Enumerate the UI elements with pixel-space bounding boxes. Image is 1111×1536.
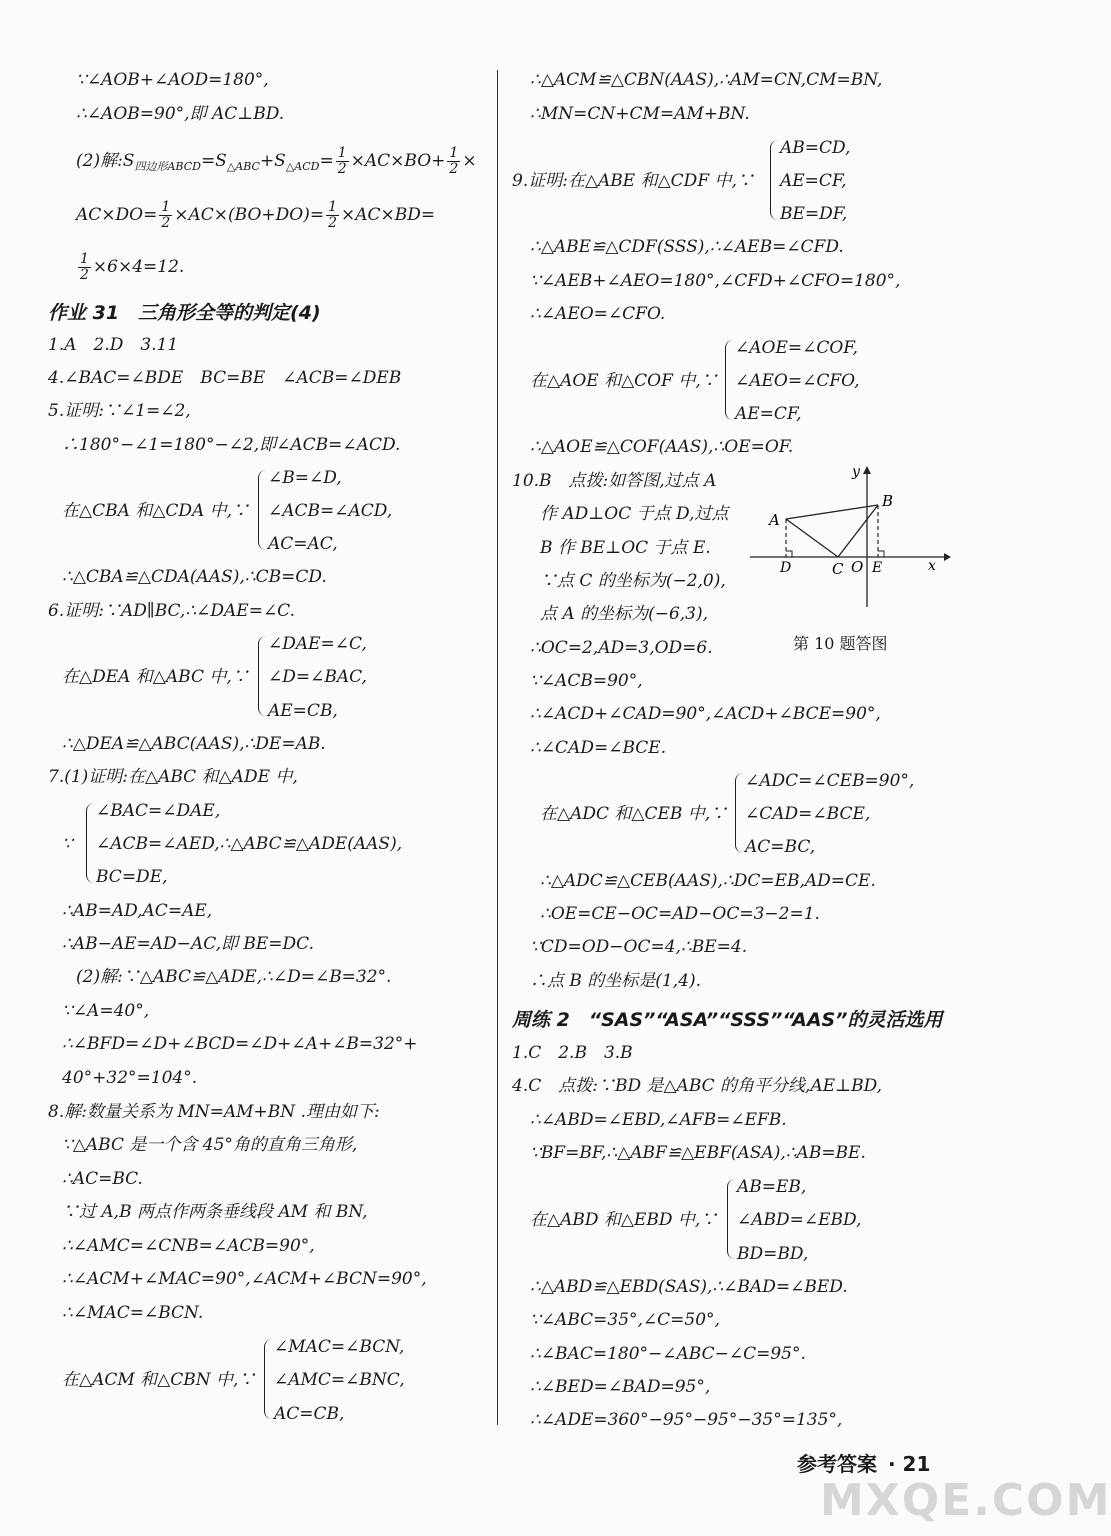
label-A: A [769,511,780,529]
fraction-half: $\frac{1}{2}$ [328,199,338,231]
answer-line: ∵过 A,B 两点作两条垂线段 AM 和 BN, [62,1202,368,1222]
answer-line: 在△DEA 和△ABC 中,∵ [62,667,249,687]
answer-line: 40°+32°=104°. [62,1068,198,1088]
answer-line: ∴AB−AE=AD−AC,即 BE=DC. [62,934,314,954]
footer-dot: · [887,1452,896,1476]
brace [86,803,95,883]
answer-line: ∴∠AMC=∠CNB=∠ACB=90°, [62,1236,315,1256]
answer-line: ∵ [62,834,73,854]
brace-condition: AE=CF, [780,171,847,191]
answer-line: 5.证明:∵∠1=∠2, [48,401,191,421]
area-formula-line: (2)解$:S_{四边形ABCD}=S_{\triangle ABC}+S_{\triangle ACD}=$ $\frac{1}{2}$ ×AC×BO+ $\frac{1}{2}$ × [76,145,477,177]
answer-line: ∴△ABD≌△EBD(SAS),∴∠BAD=∠BED. [530,1277,848,1297]
area-formula-line: $\frac{1}{2}$ ×6×4=12. [80,251,185,283]
section-heading: 作业 31 三角形全等的判定(4) [48,302,321,324]
segment-AC [786,519,838,557]
brace-condition: ∠CAD=∠BCE, [745,804,871,824]
answer-line: 7.(1)证明:在△ABC 和△ADE 中, [48,767,298,787]
answer-line: ∵BF=BF,∴△ABF≌△EBF(ASA),∴AB=BE. [530,1143,866,1163]
segment-AB [786,505,878,519]
brace-condition: AC=BC, [745,837,816,857]
answer-line: 在△ABD 和△EBD 中,∵ [530,1210,718,1230]
answer-line: 4.C 点拨:∵BD 是△ABC 的角平分线,AE⊥BD, [512,1076,883,1096]
brace-condition: ∠AMC=∠BNC, [274,1370,405,1390]
answer-line: ∴∠ADE=360°−95°−95°−35°=135°, [530,1410,843,1430]
brace [735,773,744,853]
segment-BC [838,505,878,557]
answer-line: 9.证明:在△ABE 和△CDF 中,∵ [512,171,754,191]
page-footer [797,1448,930,1477]
brace-condition: AC=AC, [268,534,338,554]
answer-line: ∴180°−∠1=180°−∠2,即∠ACB=∠ACD. [62,435,401,455]
fraction-half: $\frac{1}{2}$ [80,251,89,283]
answer-line: ∴△AOE≌△COF(AAS),∴OE=OF. [530,437,794,457]
y-axis-arrow [863,466,871,474]
label-B: B [882,492,894,510]
answer-line: ∴∠CAD=∠BCE. [530,738,667,758]
answer-line: ∵∠A=40°, [62,1001,150,1021]
brace-condition: ∠AEO=∠CFO, [735,371,860,391]
answer-line: 4.∠BAC=∠BDE BC=BE ∠ACB=∠DEB [48,368,402,388]
answer-line: ∴△CBA≌△CDA(AAS),∴CB=CD. [62,567,327,587]
coordinate-figure [748,462,948,622]
right-angle-mark-E [878,551,884,557]
fraction-half: $\frac{1}{2}$ [161,199,171,231]
answer-line: ∴AC=BC. [62,1169,143,1189]
section-heading: 周练 2 “SAS”“ASA”“SSS”“AAS”的灵活选用 [512,1009,943,1031]
brace [264,1339,273,1419]
brace-condition: BD=BD, [737,1244,809,1264]
brace-condition: BC=DE, [96,867,168,887]
answer-line: 8.解:数量关系为 MN=AM+BN .理由如下: [48,1102,380,1122]
answer-line: ∴△ABE≌△CDF(SSS),∴∠AEB=∠CFD. [530,237,844,257]
label-y: y [852,464,860,480]
answer-line: 在△AOE 和△COF 中,∵ [530,371,718,391]
answer-line: 在△ACM 和△CBN 中,∵ [62,1370,256,1390]
brace-condition: ∠ACB=∠ACD, [268,501,393,521]
answer-line: 点 A 的坐标为(−6,3), [540,604,709,624]
brace-condition: ∠D=∠BAC, [268,667,367,687]
answer-line: 在△CBA 和△CDA 中,∵ [62,501,250,521]
answer-line: ∴∠ACM+∠MAC=90°,∠ACM+∠BCN=90°, [62,1269,427,1289]
answer-line: ∴∠BED=∠BAD=95°, [530,1377,711,1397]
answer-line: 作 AD⊥OC 于点 D,过点 [540,504,729,524]
answer-line: ∴OE=CE−OC=AD−OC=3−2=1. [540,904,820,924]
answer-line: 10.B 点拨:如答图,过点 A [512,471,717,491]
brace-condition: AB=EB, [737,1177,807,1197]
label-O: O [851,558,864,576]
brace-condition: ∠AOE=∠COF, [735,338,858,358]
answer-line: ∵△ABC 是一个含 45°角的直角三角形, [62,1135,358,1155]
column-divider [497,70,498,1425]
answer-line: ∵∠AEB+∠AEO=180°,∠CFD+∠CFO=180°, [530,271,901,291]
label-C: C [832,560,844,578]
label-D: D [780,560,792,576]
footer-label: 参考答案 [797,1452,877,1476]
brace-condition: ∠BAC=∠DAE, [96,801,221,821]
brace-condition: ∠ADC=∠CEB=90°, [745,771,915,791]
brace [770,140,779,220]
answer-line: ∵∠ACB=90°, [530,671,643,691]
brace-condition: ∠ABD=∠EBD, [737,1210,862,1230]
answer-line: ∴点 B 的坐标是(1,4). [530,971,702,991]
answer-line: 1.C 2.B 3.B [512,1043,633,1063]
answer-line: ∴∠BAC=180°−∠ABC−∠C=95°. [530,1344,806,1364]
answer-line: ∴MN=CN+CM=AM+BN. [530,104,750,124]
fraction-half: $\frac{1}{2}$ [337,145,347,177]
answer-line: B 作 BE⊥OC 于点 E. [540,538,711,558]
answer-line: ∴AB=AD,AC=AE, [62,901,213,921]
answer-line: (2)解:∵△ABC≌△ADE,∴∠D=∠B=32°. [76,967,392,987]
brace-condition: ∠MAC=∠BCN, [274,1337,405,1357]
answer-line: 在△ADC 和△CEB 中,∵ [540,804,728,824]
brace [258,470,267,550]
answer-line: ∴△DEA≌△ABC(AAS),∴DE=AB. [62,734,326,754]
answer-line: ∴OC=2,AD=3,OD=6. [530,638,713,658]
answer-line: ∴∠AEO=∠CFO. [530,304,666,324]
answer-line: ∴△ACM≌△CBN(AAS),∴AM=CN,CM=BN, [530,70,883,90]
area-formula-line: AC×DO= $\frac{1}{2}$ ×AC×(BO+DO)= $\frac{1}{2}$ ×AC×BD= [76,199,436,231]
brace [258,636,267,716]
right-angle-mark-D [786,551,792,557]
brace-condition: AC=CB, [274,1404,345,1424]
answer-line: ∴∠ABD=∠EBD,∠AFB=∠EFB. [530,1110,787,1130]
brace-condition: AE=CF, [735,404,802,424]
x-axis-arrow [944,553,951,561]
answer-line: 6.证明:∵AD∥BC,∴∠DAE=∠C. [48,601,295,621]
brace-condition: ∠DAE=∠C, [268,634,367,654]
figure-caption: 第 10 题答图 [793,634,888,653]
brace [725,340,734,420]
answer-line: ∵CD=OD−OC=4,∴BE=4. [530,937,748,957]
brace-condition: ∠ACB=∠AED,∴△ABC≌△ADE(AAS), [96,834,403,854]
answer-line: ∴∠AOB=90°,即 AC⊥BD. [76,104,285,124]
answer-line: ∴∠MAC=∠BCN. [62,1303,204,1323]
answer-line: ∵点 C 的坐标为(−2,0), [540,571,726,591]
answer-line: ∴∠BFD=∠D+∠BCD=∠D+∠A+∠B=32°+ [62,1034,418,1054]
answer-line: ∵∠ABC=35°,∠C=50°, [530,1310,720,1330]
brace [727,1179,736,1259]
brace-condition: AE=CB, [268,701,338,721]
brace-condition: BE=DF, [780,204,848,224]
answer-line: ∵∠AOB+∠AOD=180°, [76,70,269,90]
brace-condition: AB=CD, [780,138,851,158]
brace-condition: ∠B=∠D, [268,468,342,488]
answer-line: ∴∠ACD+∠CAD=90°,∠ACD+∠BCE=90°, [530,704,881,724]
answer-line: 1.A 2.D 3.11 [48,335,179,355]
page-number: 21 [902,1452,931,1476]
fraction-half: $\frac{1}{2}$ [449,145,459,177]
answer-line: ∴△ADC≌△CEB(AAS),∴DC=EB,AD=CE. [540,871,876,891]
watermark: MXQE.COM [820,1475,1111,1526]
label-x: x [928,558,936,574]
label-E: E [872,560,883,576]
